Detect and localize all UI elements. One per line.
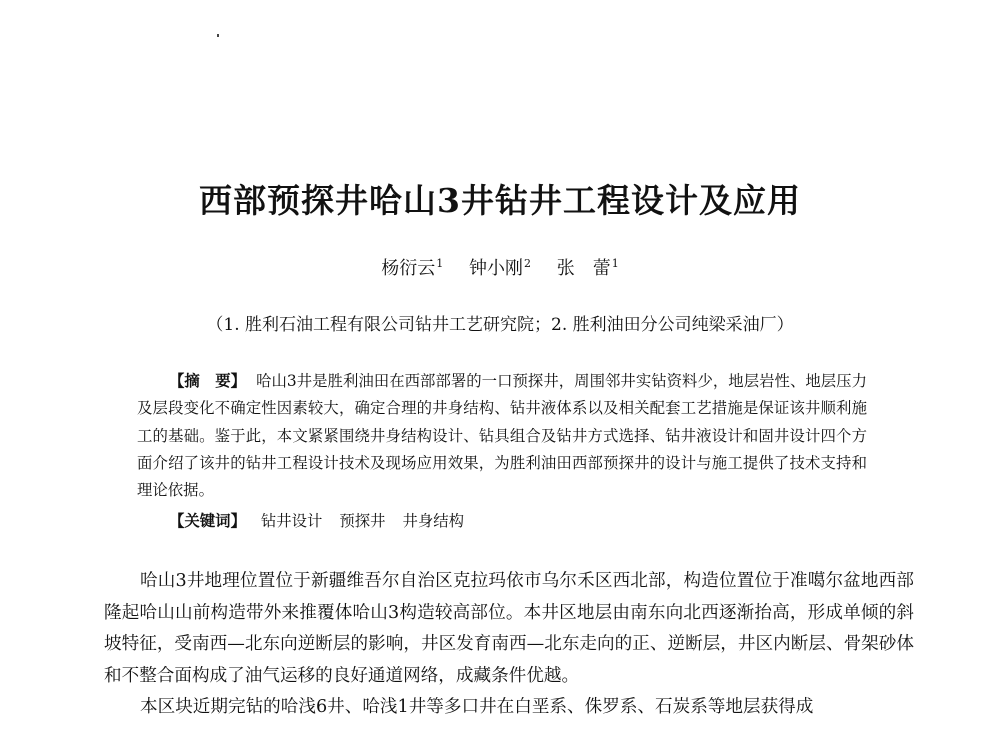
scan-mark (217, 34, 219, 37)
abstract (137, 368, 867, 504)
author (469, 258, 531, 279)
abstract-text: 哈山3井是胜利油田在西部部署的一口预探井，周围邻井实钻资料少，地层岩性、地层压力及层段变化不确定性因素较大，确定合理的井身结构、钻井液体系以及相关配套工艺措施是保证该井顺利施工的基础。鉴于此，本文紧紧围绕井身结构设计、钻具组合及钻井方式选择、钻井液设计和固井设计四个方面介绍了该井的钻井工程设计技术及现场应用效果，为胜利油田西部预探井的设计与施工提供了技术支持和理论依据。 (137, 372, 867, 500)
author-name: 张 蕾 (556, 258, 611, 279)
keyword: 钻井设计 (260, 512, 323, 530)
keyword: 预探井 (339, 512, 386, 530)
author (557, 258, 619, 279)
author-list (0, 254, 1000, 280)
keyword: 井身结构 (402, 512, 465, 530)
author-name: 杨衍云 (381, 258, 436, 279)
affiliation-marker: 1 (436, 257, 444, 270)
body-text (104, 566, 914, 724)
author-name: 钟小刚 (469, 258, 523, 279)
affiliation-marker: 2 (524, 257, 531, 270)
paper-title: 西部预探井哈山3井钻井工程设计及应用 (199, 181, 801, 220)
keywords (169, 509, 476, 531)
keywords-label: 【关键词】 (169, 512, 246, 530)
affiliation-marker: 1 (611, 257, 619, 270)
affiliation: （1. 胜利石油工程有限公司钻井工艺研究院；2. 胜利油田分公司纯梁采油厂） (206, 315, 794, 335)
body-paragraph: 本区块近期完钻的哈浅6井、哈浅1井等多口井在白垩系、侏罗系、石炭系等地层获得成 (140, 697, 814, 717)
author (381, 258, 443, 279)
abstract-label: 【摘 要】 (169, 372, 247, 390)
abstract-paragraph (137, 368, 867, 504)
body-paragraph: 哈山3井地理位置位于新疆维吾尔自治区克拉玛依市乌尔禾区西北部，构造位置位于准噶尔盆地西部隆起哈山山前构造带外来推覆体哈山3构造较高部位。本井区地层由南东向北西逐渐抬高，形成单倾的斜坡特征，受南西—北东向逆断层的影响，井区发育南西—北东走向的正、逆断层，井区内断层、骨架砂体和不整合面构成了油气运移的良好通道网络，成藏条件优越。 (104, 571, 914, 686)
